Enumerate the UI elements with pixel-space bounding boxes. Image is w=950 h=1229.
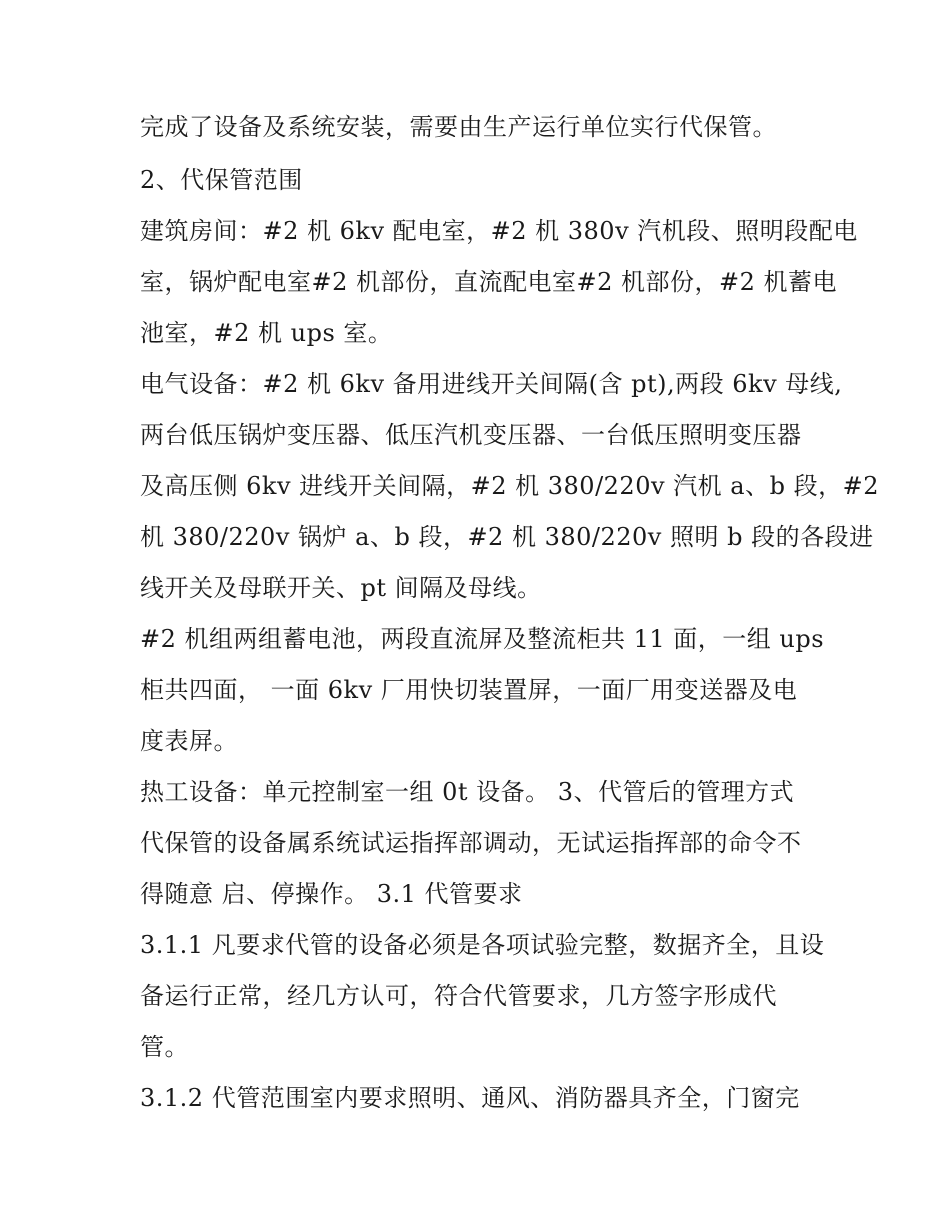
paragraph-line: 度表屏。 xyxy=(140,727,238,755)
paragraph-line: 及高压侧 6kv 进线开关间隔，#2 机 380/220v 汽机 a、b 段，#2 xyxy=(140,472,879,500)
paragraph-line: 管。 xyxy=(140,1033,189,1061)
section-heading: 2、代保管范围 xyxy=(140,166,303,194)
paragraph-line: 建筑房间：#2 机 6kv 配电室，#2 机 380v 汽机段、照明段配电 xyxy=(140,217,858,245)
paragraph-line: 两台低压锅炉变压器、低压汽机变压器、一台低压照明变压器 xyxy=(140,421,802,449)
paragraph-line: 得随意 启、停操作。 3.1 代管要求 xyxy=(140,880,523,908)
paragraph-line: 备运行正常，经几方认可，符合代管要求，几方签字形成代 xyxy=(140,982,777,1010)
paragraph-line: 代保管的设备属系统试运指挥部调动，无试运指挥部的命令不 xyxy=(140,829,802,857)
paragraph-line: 池室，#2 机 ups 室。 xyxy=(140,319,393,347)
paragraph-line: 3.1.2 代管范围室内要求照明、通风、消防器具齐全，门窗完 xyxy=(140,1084,800,1112)
paragraph-line: 3.1.1 凡要求代管的设备必须是各项试验完整，数据齐全，且设 xyxy=(140,931,825,959)
paragraph-line: 热工设备：单元控制室一组 0t 设备。 3、代管后的管理方式 xyxy=(140,778,795,806)
paragraph-line: 线开关及母联开关、pt 间隔及母线。 xyxy=(140,574,542,602)
paragraph-line: 电气设备：#2 机 6kv 备用进线开关间隔(含 pt),两段 6kv 母线, xyxy=(140,370,843,398)
paragraph-line: 室，锅炉配电室#2 机部份，直流配电室#2 机部份，#2 机蓄电 xyxy=(140,268,838,296)
paragraph-line: 完成了设备及系统安装，需要由生产运行单位实行代保管。 xyxy=(140,113,777,141)
paragraph-line: 机 380/220v 锅炉 a、b 段，#2 机 380/220v 照明 b 段的各段进 xyxy=(140,523,874,551)
paragraph-line: 柜共四面， 一面 6kv 厂用快切装置屏，一面厂用变送器及电 xyxy=(140,676,798,704)
paragraph-line: #2 机组两组蓄电池，两段直流屏及整流柜共 11 面，一组 ups xyxy=(140,625,825,653)
